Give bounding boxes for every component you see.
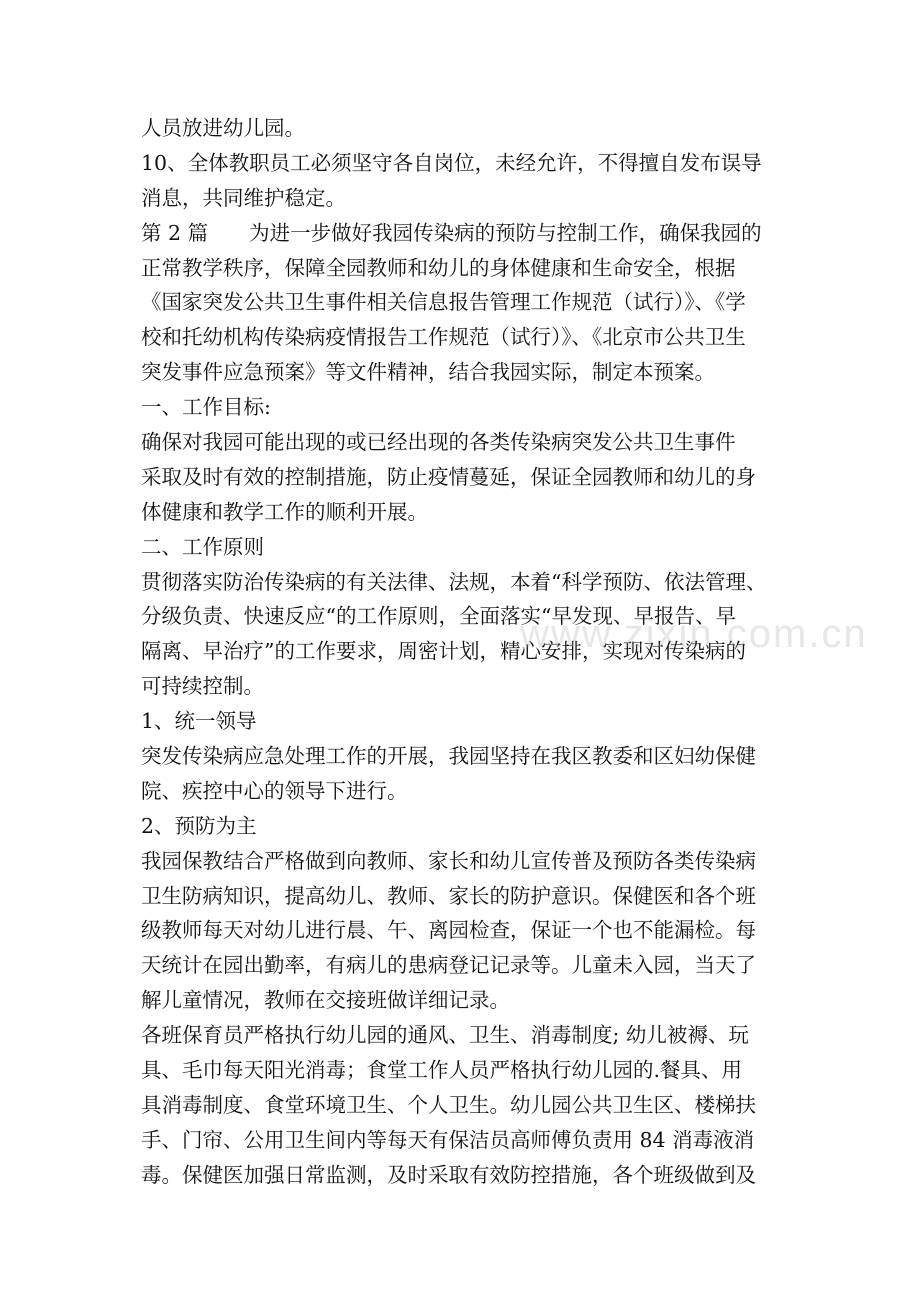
text-line: 我园保教结合严格做到向教师、家长和幼儿宣传普及预防各类传染病 [141, 848, 756, 873]
text-line: 二、工作原则 [141, 534, 264, 559]
text-line: 突发事件应急预案》等文件精神，结合我园实际，制定本预案。 [141, 360, 715, 385]
text-line: 采取及时有效的控制措施，防止疫情蔓延，保证全园教师和幼儿的身 [141, 464, 756, 489]
text-line: 1、统一领导 [141, 709, 257, 734]
text-line: 级教师每天对幼儿进行晨、午、离园检查，保证一个也不能漏检。每 [141, 918, 756, 943]
text-line: 贯彻落实防治传染病的有关法律、法规，本着“科学预防、依法管理、 [141, 569, 767, 594]
document-body [141, 111, 786, 1193]
text-line: 可持续控制。 [141, 674, 264, 699]
text-line: 具消毒制度、食堂环境卫生、个人卫生。幼儿园公共卫生区、楼梯扶 [141, 1092, 756, 1117]
text-line: 卫生防病知识，提高幼儿、教师、家长的防护意识。保健医和各个班 [141, 883, 756, 908]
text-line: 毒。保健医加强日常监测，及时采取有效防控措施，各个班级做到及 [141, 1162, 756, 1187]
text-line: 各班保育员严格执行幼儿园的通风、卫生、消毒制度; 幼儿被褥、玩 [141, 1023, 749, 1048]
text-line: 解儿童情况，教师在交接班做详细记录。 [141, 988, 510, 1013]
text-line: 校和托幼机构传染病疫情报告工作规范（试行）》、《北京市公共卫生 [141, 325, 746, 350]
text-line: 《国家突发公共卫生事件相关信息报告管理工作规范（试行）》、《学 [141, 290, 746, 315]
text-line: 体健康和教学工作的顺利开展。 [141, 499, 428, 524]
text-line: 天统计在园出勤率，有病儿的患病登记记录等。儿童未入园，当天了 [141, 953, 756, 978]
watermark: www.zixin.com.cn [520, 612, 868, 656]
text-line: 院、疾控中心的领导下进行。 [141, 778, 408, 803]
text-line: 隔离、早治疗”的工作要求，周密计划，精心安排，实现对传染病的 [141, 639, 746, 664]
text-line: 人员放进幼儿园。 [141, 116, 305, 140]
text-line: 消息，共同维护稳定。 [141, 185, 346, 210]
text-line: 10、全体教职员工必须坚守各自岗位，未经允许，不得擅自发布误导 [141, 150, 762, 175]
text-line: 确保对我园可能出现的或已经出现的各类传染病突发公共卫生事件 [141, 430, 736, 455]
text-line: 正常教学秩序，保障全园教师和幼儿的身体健康和生命安全，根据 [141, 255, 736, 280]
text-line: 突发传染病应急处理工作的开展，我园坚持在我区教委和区妇幼保健 [141, 744, 756, 769]
text-line: 一、工作目标: [141, 395, 271, 420]
text-line: 第 2 篇 为进一步做好我园传染病的预防与控制工作，确保我园的 [141, 220, 762, 245]
text-line: 2、预防为主 [141, 813, 257, 838]
text-line: 手、门帘、公用卫生间内等每天有保洁员高师傅负责用 84 消毒液消 [141, 1127, 755, 1152]
text-line: 具、毛巾每天阳光消毒；食堂工作人员严格执行幼儿园的.餐具、用 [141, 1058, 743, 1083]
text-line: 分级负责、快速反应“的工作原则，全面落实“早发现、早报告、早 [141, 604, 736, 629]
